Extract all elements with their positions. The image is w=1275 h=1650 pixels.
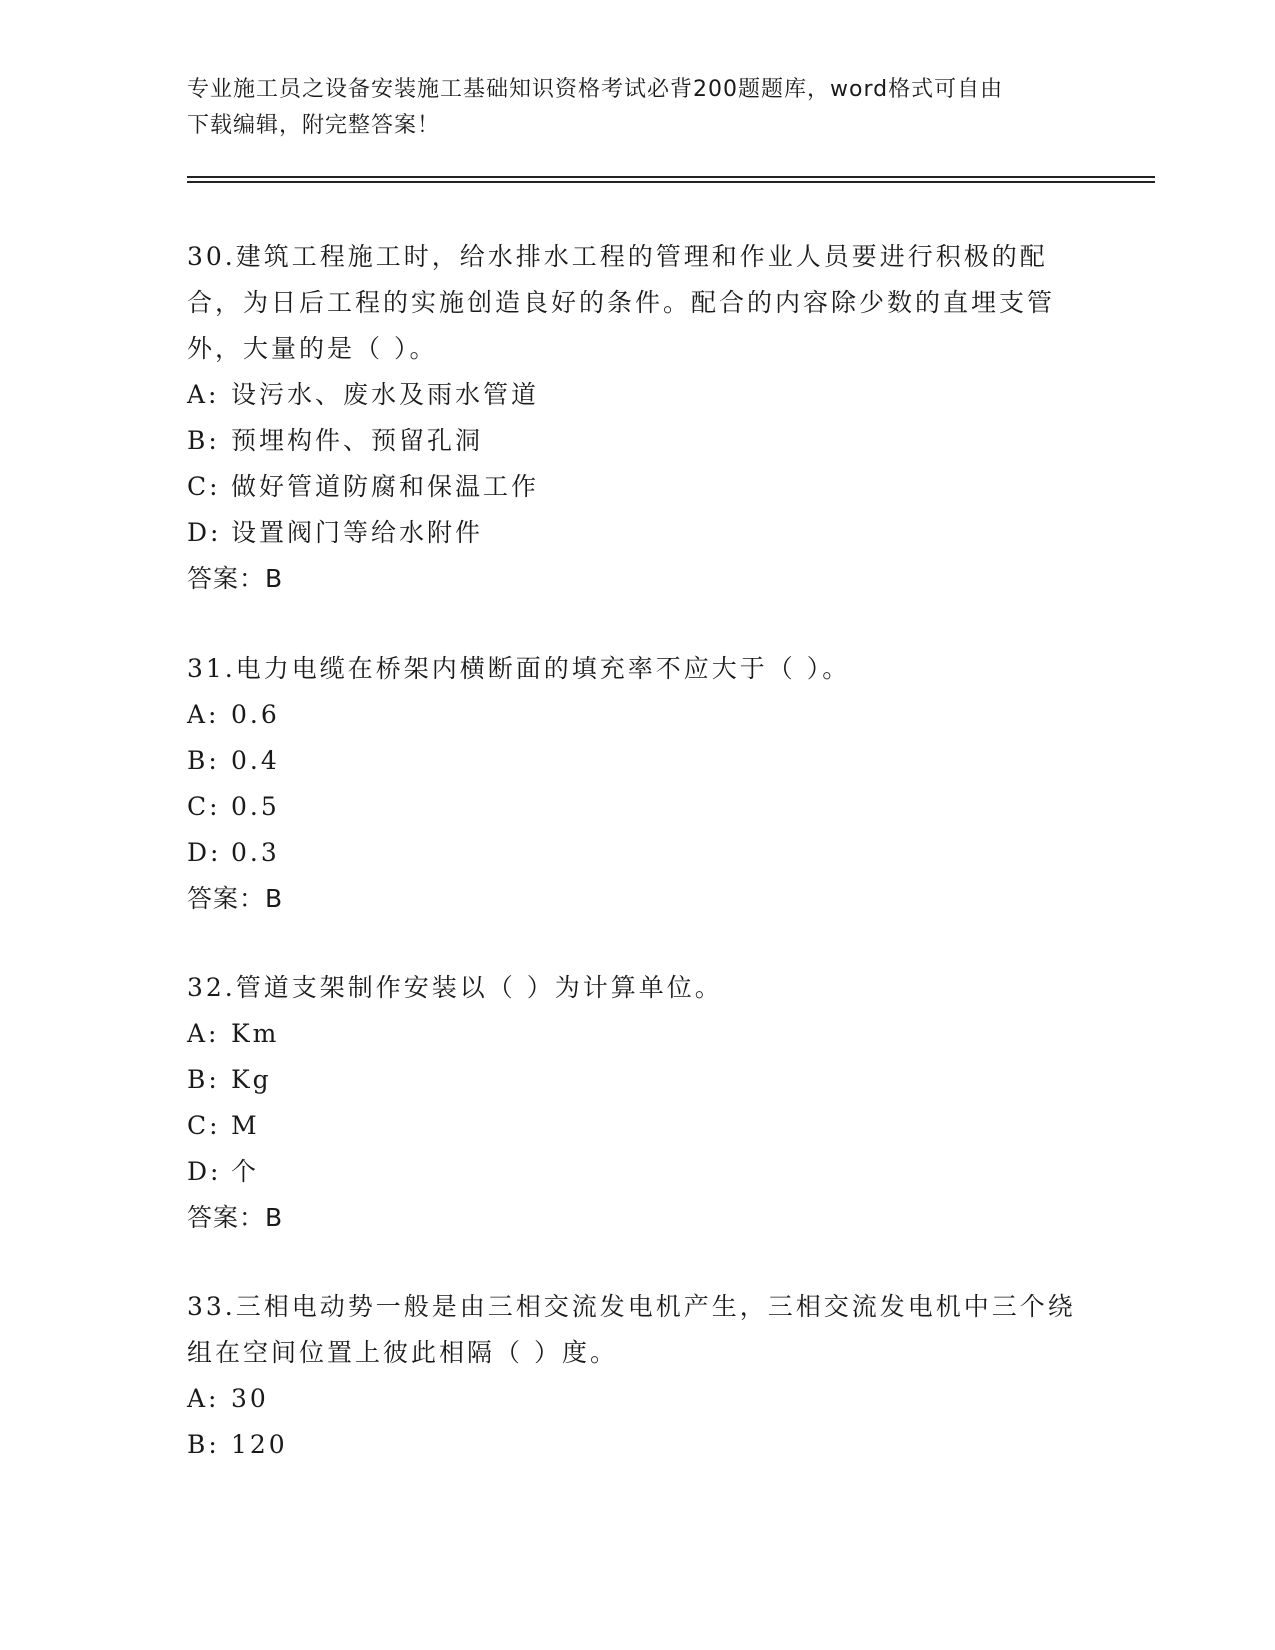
option-letter: C: [187, 792, 221, 821]
option-letter: C: [187, 1111, 221, 1140]
option-c [187, 784, 1087, 830]
option-d [187, 1149, 1087, 1195]
option-text: 30 [231, 1384, 269, 1413]
option-text: 设置阀门等给水附件 [231, 518, 484, 547]
option-text: 0.4 [231, 746, 280, 775]
header-title-line-2: 下载编辑，附完整答案！ [187, 113, 441, 138]
option-text: 0.5 [231, 792, 280, 821]
question-32 [187, 965, 1087, 1241]
option-letter: D: [187, 838, 222, 867]
option-text: 预埋构件、预留孔洞 [231, 426, 484, 455]
header-divider-top [187, 176, 1155, 178]
option-letter: A: [187, 1019, 220, 1048]
option-c [187, 1103, 1087, 1149]
option-a [187, 372, 1087, 418]
answer-line: 答案：B [187, 884, 284, 913]
question-31 [187, 646, 1087, 922]
option-c [187, 464, 1087, 510]
option-b [187, 1057, 1087, 1103]
option-text: Km [231, 1019, 280, 1048]
answer-line: 答案：B [187, 564, 284, 593]
question-33 [187, 1284, 1087, 1468]
option-text: 0.3 [231, 838, 280, 867]
option-text: 0.6 [231, 700, 280, 729]
option-b [187, 418, 1087, 464]
option-b [187, 1422, 1087, 1468]
option-d [187, 830, 1087, 876]
option-letter: A: [187, 1384, 220, 1413]
option-d [187, 510, 1087, 556]
option-letter: A: [187, 380, 220, 409]
option-text: 120 [231, 1430, 288, 1459]
question-stem: 31.电力电缆在桥架内横断面的填充率不应大于（ ）。 [187, 654, 851, 683]
option-a [187, 1011, 1087, 1057]
header-divider-bottom [187, 181, 1155, 183]
question-stem: 32.管道支架制作安装以（ ）为计算单位。 [187, 973, 723, 1002]
option-letter: B: [187, 426, 220, 455]
option-letter: B: [187, 1430, 220, 1459]
document-header [187, 72, 1087, 144]
option-letter: B: [187, 746, 220, 775]
question-30 [187, 234, 1087, 602]
option-letter: B: [187, 1065, 220, 1094]
option-letter: A: [187, 700, 220, 729]
option-text: 做好管道防腐和保温工作 [231, 472, 540, 501]
question-stem: 30.建筑工程施工时，给水排水工程的管理和作业人员要进行积极的配合，为日后工程的实施创造良好的条件。配合的内容除少数的直埋支管外，大量的是（ ）。 [187, 242, 1056, 363]
option-a [187, 1376, 1087, 1422]
option-letter: D: [187, 518, 222, 547]
option-text: 个 [231, 1157, 260, 1186]
option-a [187, 692, 1087, 738]
option-letter: C: [187, 472, 221, 501]
answer-line: 答案：B [187, 1203, 284, 1232]
option-letter: D: [187, 1157, 222, 1186]
option-text: 设污水、废水及雨水管道 [231, 380, 540, 409]
header-title-line-1: 专业施工员之设备安装施工基础知识资格考试必背200题题库，word格式可自由 [187, 77, 1004, 102]
option-text: M [231, 1111, 260, 1140]
question-stem: 33.三相电动势一般是由三相交流发电机产生，三相交流发电机中三个绕组在空间位置上彼此相隔（ ）度。 [187, 1292, 1076, 1367]
option-text: Kg [231, 1065, 272, 1094]
option-b [187, 738, 1087, 784]
